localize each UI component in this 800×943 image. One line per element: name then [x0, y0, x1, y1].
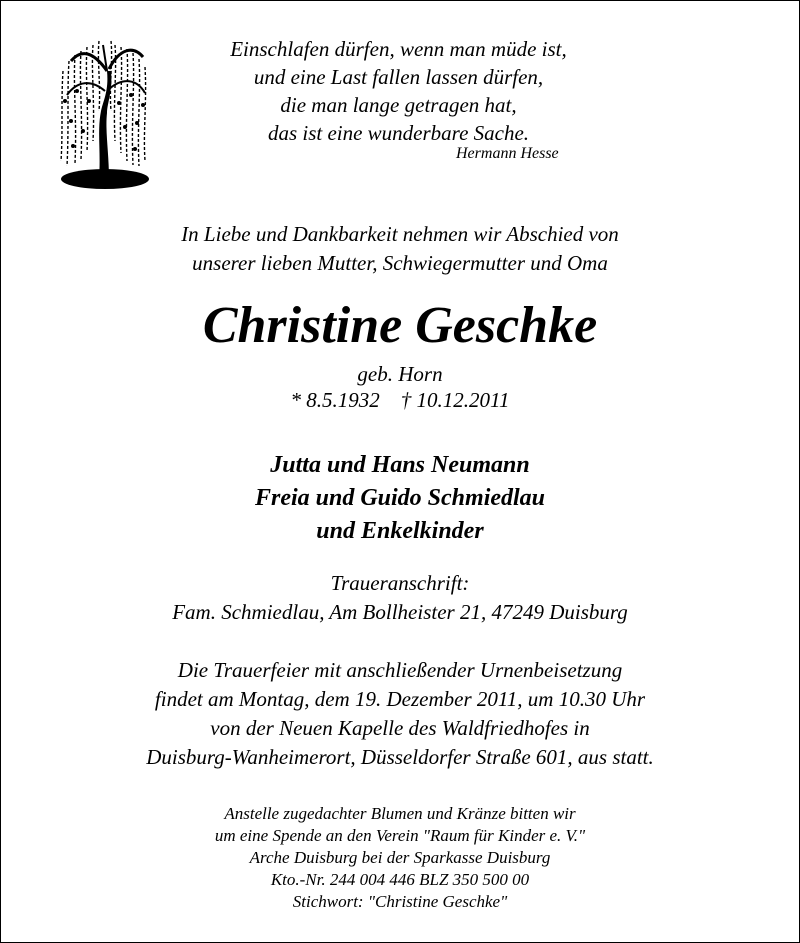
donation-line: Anstelle zugedachter Blumen und Kränze bitten wir: [224, 804, 576, 823]
intro-line: In Liebe und Dankbarkeit nehmen wir Abschied von: [181, 222, 619, 246]
life-dates: [1, 387, 799, 413]
service-line: Die Trauerfeier mit anschließender Urnenbeisetzung: [177, 658, 623, 682]
service-line: von der Neuen Kapelle des Waldfriedhofes in: [210, 716, 590, 740]
intro-line: unserer lieben Mutter, Schwiegermutter und Oma: [192, 251, 608, 275]
service-line: Duisburg-Wanheimerort, Düsseldorfer Straße 601, aus statt.: [146, 745, 654, 769]
deceased-name: Christine Geschke: [202, 297, 598, 354]
quote-line: Einschlafen dürfen, wenn man müde ist,: [230, 37, 567, 61]
family-line: und Enkelkinder: [316, 518, 484, 544]
family-names: [1, 449, 799, 548]
quote-line: die man lange getragen hat,: [280, 93, 517, 117]
quote-line: das ist eine wunderbare Sache.: [267, 121, 530, 145]
funeral-service-info: [1, 656, 799, 772]
address-line: Fam. Schmiedlau, Am Bollheister 21, 47249 Duisburg: [172, 600, 628, 624]
death-date: † 10.12.2011: [400, 388, 510, 412]
donation-line: um eine Spende an den Verein "Raum für Kinder e. V.": [214, 826, 586, 845]
quote-author: Hermann Hesse: [456, 145, 559, 162]
quote-line: und eine Last fallen lassen dürfen,: [253, 65, 544, 89]
address-label: Traueranschrift:: [330, 571, 470, 595]
mourning-address: [1, 569, 799, 627]
quote-block: [101, 35, 696, 147]
donation-line: Stichwort: "Christine Geschke": [292, 892, 508, 911]
birth-date: * 8.5.1932: [290, 388, 380, 412]
service-line: findet am Montag, dem 19. Dezember 2011, um 10.30 Uhr: [154, 687, 646, 711]
donation-line: Kto.-Nr. 244 004 446 BLZ 350 500 00: [270, 870, 530, 889]
intro-text: [1, 220, 799, 278]
donation-line: Arche Duisburg bei der Sparkasse Duisburg: [249, 848, 551, 867]
birth-name: geb. Horn: [357, 362, 443, 386]
donation-info: [1, 803, 799, 913]
family-line: Freia und Guido Schmiedlau: [254, 485, 546, 511]
family-line: Jutta und Hans Neumann: [270, 452, 530, 478]
